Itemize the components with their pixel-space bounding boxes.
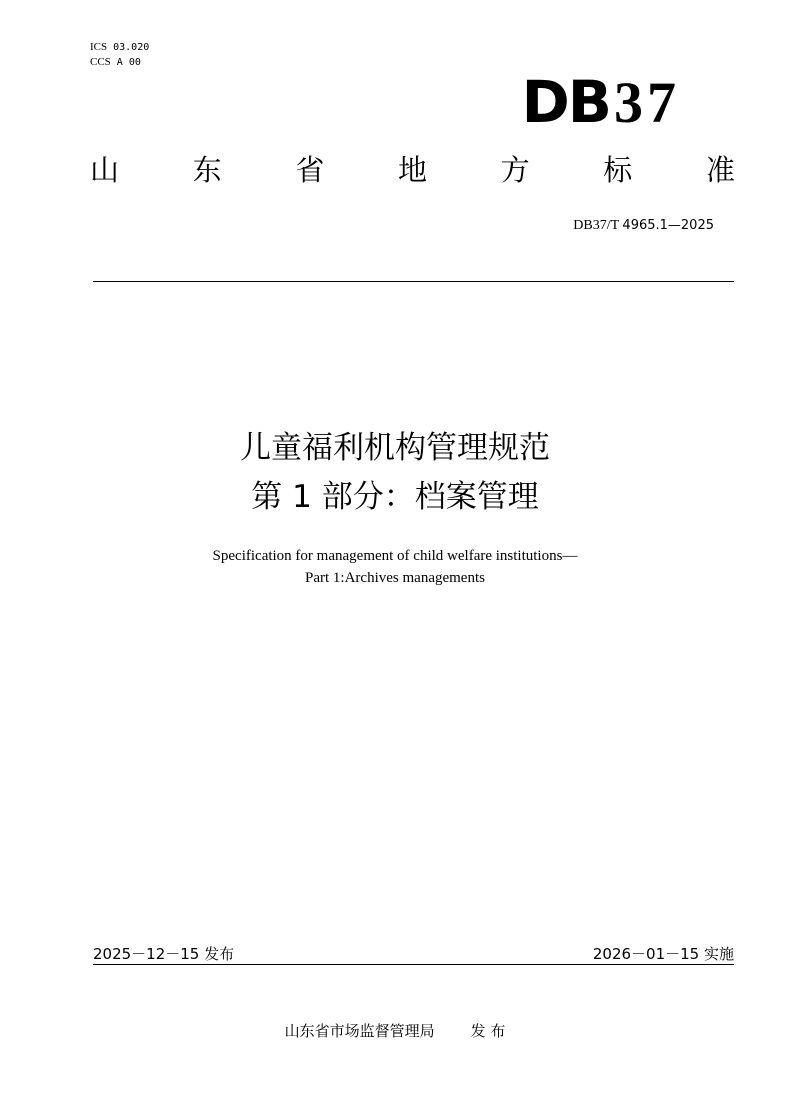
ccs-label: CCS bbox=[90, 56, 111, 68]
title-en-line1: Specification for management of child welfare institutions— bbox=[212, 548, 578, 564]
logo-letters: DB bbox=[521, 68, 610, 136]
release-date: 2025－12－15 发布 bbox=[93, 945, 235, 963]
db37-logo bbox=[521, 68, 680, 136]
ics-code: 03.020 bbox=[113, 42, 150, 53]
classification-codes bbox=[90, 40, 149, 70]
bottom-divider bbox=[93, 964, 734, 965]
standard-type-char: 东 bbox=[192, 153, 222, 187]
standard-type-char: 方 bbox=[500, 153, 530, 187]
standard-number-prefix: DB37/T bbox=[573, 218, 619, 233]
top-divider bbox=[93, 281, 734, 282]
implement-date: 2026－01－15 实施 bbox=[592, 945, 734, 963]
title-zh-line2: 第 1 部分：档案管理 bbox=[251, 479, 539, 515]
issue-label: 发 布 bbox=[470, 1022, 506, 1040]
issuer-name: 山东省市场监督管理局 bbox=[284, 1022, 435, 1040]
standard-type-heading bbox=[90, 152, 735, 188]
standard-type-char: 地 bbox=[397, 153, 427, 187]
standard-type-char: 省 bbox=[295, 153, 325, 187]
date-row bbox=[93, 943, 734, 964]
ics-label: ICS bbox=[90, 41, 108, 53]
standard-type-char: 山 bbox=[90, 153, 120, 187]
standard-number bbox=[573, 218, 714, 234]
title-zh-line1: 儿童福利机构管理规范 bbox=[240, 430, 550, 466]
title-en-line2: Part 1:Archives managements bbox=[305, 570, 485, 586]
ccs-line bbox=[90, 55, 149, 70]
logo-number: 37 bbox=[614, 70, 680, 135]
standard-type-char: 标 bbox=[603, 153, 633, 187]
issuer-line bbox=[0, 1020, 790, 1041]
standard-number-value: 4965.1—2025 bbox=[622, 218, 714, 233]
ics-line bbox=[90, 40, 149, 55]
standard-type-char: 准 bbox=[705, 153, 735, 187]
ccs-code: A 00 bbox=[116, 57, 141, 68]
